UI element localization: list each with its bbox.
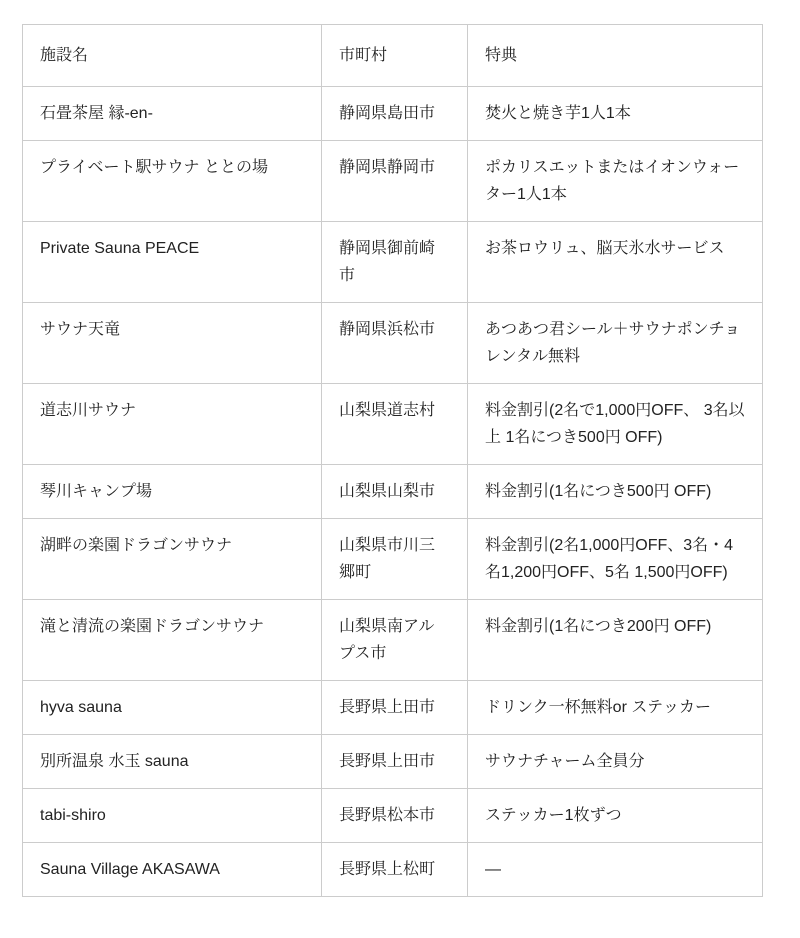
table-row bbox=[23, 600, 763, 681]
municipality-cell: 静岡県浜松市 bbox=[322, 303, 468, 384]
benefit-cell: 焚火と焼き芋1人1本 bbox=[468, 87, 763, 141]
header-row bbox=[23, 25, 763, 87]
table-row bbox=[23, 519, 763, 600]
column-header-municipality: 市町村 bbox=[322, 25, 468, 87]
benefit-cell: ステッカー1枚ずつ bbox=[468, 789, 763, 843]
facility-name-cell: Private Sauna PEACE bbox=[23, 222, 322, 303]
facility-name-cell: 琴川キャンプ場 bbox=[23, 465, 322, 519]
benefit-cell: — bbox=[468, 843, 763, 897]
municipality-cell: 静岡県御前崎市 bbox=[322, 222, 468, 303]
benefit-cell: ドリンク一杯無料or ステッカー bbox=[468, 681, 763, 735]
table-row bbox=[23, 384, 763, 465]
facility-name-cell: 滝と清流の楽園ドラゴンサウナ bbox=[23, 600, 322, 681]
table-row bbox=[23, 141, 763, 222]
municipality-cell: 山梨県道志村 bbox=[322, 384, 468, 465]
facility-name-cell: 別所温泉 水玉 sauna bbox=[23, 735, 322, 789]
municipality-cell: 長野県上田市 bbox=[322, 681, 468, 735]
benefit-cell: 料金割引(1名につき500円 OFF) bbox=[468, 465, 763, 519]
column-header-benefit: 特典 bbox=[468, 25, 763, 87]
benefit-cell: ポカリスエットまたはイオンウォーター1人1本 bbox=[468, 141, 763, 222]
facility-name-cell: 湖畔の楽園ドラゴンサウナ bbox=[23, 519, 322, 600]
municipality-cell: 静岡県島田市 bbox=[322, 87, 468, 141]
benefit-cell: 料金割引(1名につき200円 OFF) bbox=[468, 600, 763, 681]
municipality-cell: 山梨県山梨市 bbox=[322, 465, 468, 519]
table-row bbox=[23, 789, 763, 843]
table-row bbox=[23, 843, 763, 897]
benefit-cell: お茶ロウリュ、脳天氷水サービス bbox=[468, 222, 763, 303]
facility-name-cell: プライベート駅サウナ ととの場 bbox=[23, 141, 322, 222]
facility-name-cell: 石畳茶屋 縁-en- bbox=[23, 87, 322, 141]
municipality-cell: 長野県松本市 bbox=[322, 789, 468, 843]
sauna-benefits-table bbox=[22, 24, 763, 897]
table-row bbox=[23, 735, 763, 789]
municipality-cell: 長野県上田市 bbox=[322, 735, 468, 789]
municipality-cell: 山梨県南アルプス市 bbox=[322, 600, 468, 681]
municipality-cell: 山梨県市川三郷町 bbox=[322, 519, 468, 600]
municipality-cell: 長野県上松町 bbox=[322, 843, 468, 897]
benefit-cell: サウナチャーム全員分 bbox=[468, 735, 763, 789]
facility-name-cell: サウナ天竜 bbox=[23, 303, 322, 384]
table-row bbox=[23, 87, 763, 141]
facility-name-cell: hyva sauna bbox=[23, 681, 322, 735]
benefit-cell: 料金割引(2名で1,000円OFF、 3名以上 1名につき500円 OFF) bbox=[468, 384, 763, 465]
table-container bbox=[22, 24, 763, 897]
table-row bbox=[23, 222, 763, 303]
table-row bbox=[23, 465, 763, 519]
table-body bbox=[23, 87, 763, 897]
table-header bbox=[23, 25, 763, 87]
benefit-cell: あつあつ君シール＋サウナポンチョレンタル無料 bbox=[468, 303, 763, 384]
benefit-cell: 料金割引(2名1,000円OFF、3名・4名1,200円OFF、5名 1,500円OFF) bbox=[468, 519, 763, 600]
facility-name-cell: tabi-shiro bbox=[23, 789, 322, 843]
table-row bbox=[23, 681, 763, 735]
facility-name-cell: Sauna Village AKASAWA bbox=[23, 843, 322, 897]
municipality-cell: 静岡県静岡市 bbox=[322, 141, 468, 222]
table-row bbox=[23, 303, 763, 384]
column-header-facility: 施設名 bbox=[23, 25, 322, 87]
facility-name-cell: 道志川サウナ bbox=[23, 384, 322, 465]
